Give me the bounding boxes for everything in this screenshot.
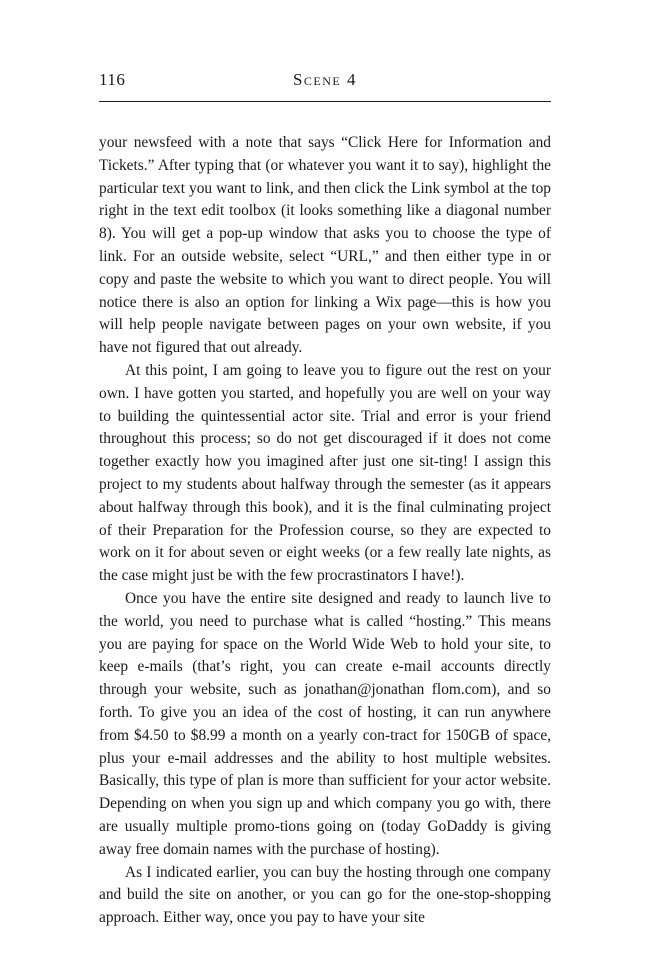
page-number: 116 [99, 70, 126, 89]
paragraph: Once you have the entire site designed and ready to launch live to the world, you need to purchase what is called “hosting.” This means you are paying for space on the World Wide Web to hold your site, to keep e-mails (that’s right, you can create e-mail accounts directly through your website, such as jonathan@jonathan flom.com), and so forth. To give you an idea of the cost of hosting, it can run anywhere from $4.50 to $8.99 a month on a yearly con-tract for 150GB of space, plus your e-mail addresses and the ability to host multiple websites. Basically, this type of plan is more than sufficient for your actor website. Depending on when you sign up and which company you go with, there are usually multiple promo-tions going on (today GoDaddy is giving away free domain names with the purchase of hosting). [99, 589, 551, 858]
header-rule [99, 101, 551, 102]
paragraph: At this point, I am going to leave you to figure out the rest on your own. I have gotten you started, and hopefully you are well on your way to building the quintessential actor site. Trial and error is your friend throughout this process; so do not get discouraged if it does not come together exactly how you imagined after just one sit-ting! I assign this project to my students about halfway through the semester (as it appears about halfway through this book), and it is the final culminating project of their Preparation for the Profession course, so they are expected to work on it for about seven or eight weeks (or a few really late nights, as the case might just be with the few procrastinators I have!). [99, 361, 551, 585]
chapter-title: Scene 4 [292, 70, 358, 89]
paragraph: As I indicated earlier, you can buy the hosting through one company and build the site on another, or you can go for the one-stop-shopping approach. Either way, once you pay to have your site [99, 863, 551, 927]
body-text [99, 132, 551, 930]
running-head [99, 64, 551, 92]
paragraph-continued: your newsfeed with a note that says “Click Here for Information and Tickets.” After typing that (or whatever you want it to say), highlight the particular text you want to link, and then click the Link symbol at the top right in the text edit toolbox (it looks something like a diagonal number 8). You will get a pop-up window that asks you to choose the type of link. For an outside website, select “URL,” and then either type in or copy and paste the website to which you want to direct people. You will notice there is also an option for linking a Wix page—this is how you will help people navigate between pages on your own website, if you have not figured that out already. [99, 134, 551, 357]
